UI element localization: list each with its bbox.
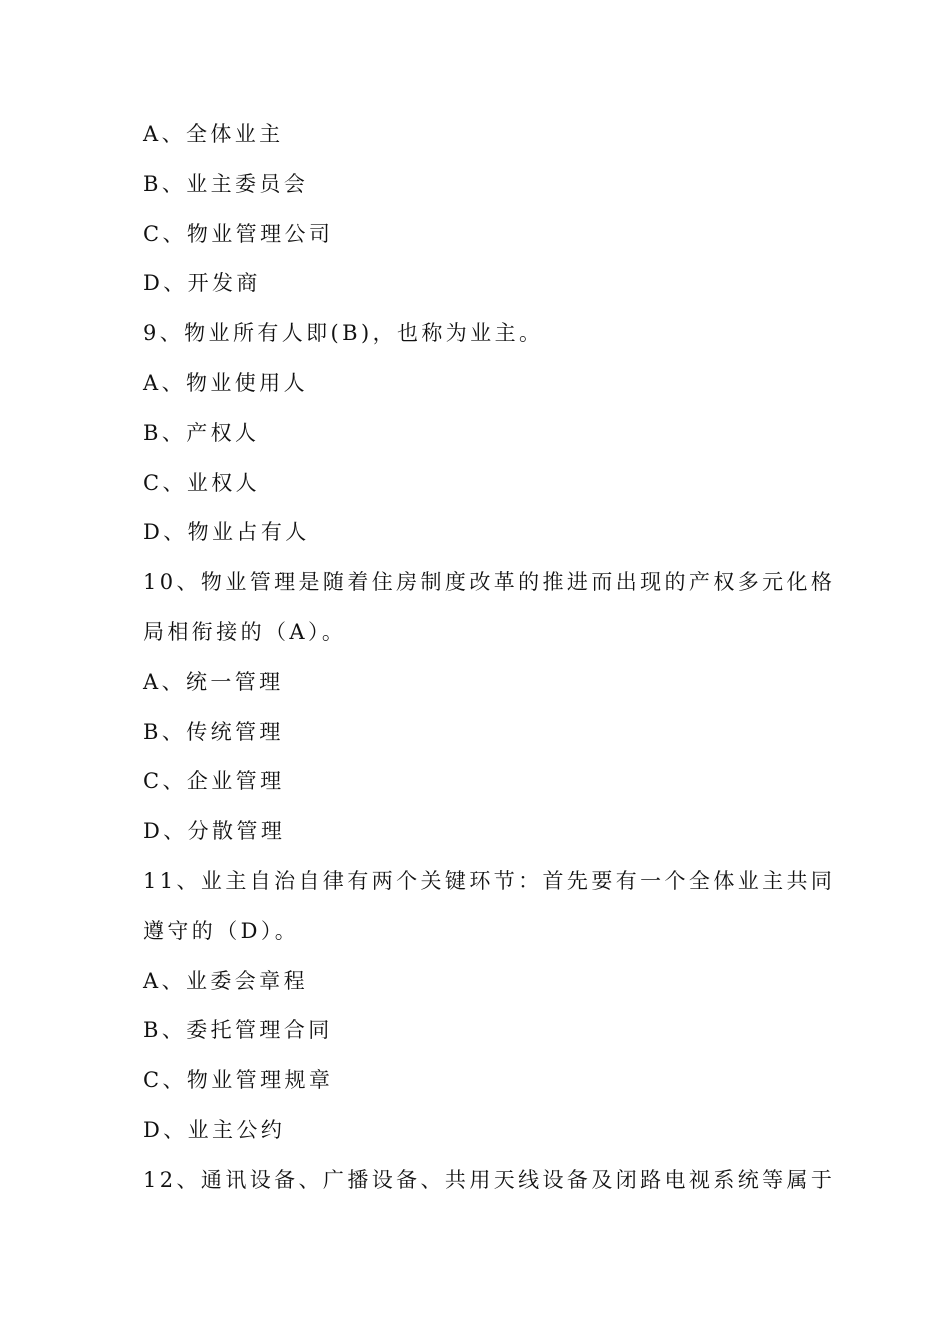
option-line: D、业主公约 (143, 1117, 286, 1142)
option-line: D、物业占有人 (143, 520, 310, 545)
option-line: C、业权人 (143, 470, 261, 495)
option-line: B、业主委员会 (143, 171, 309, 196)
question-line: 10、物业管理是随着住房制度改革的推进而出现的产权多元化格 (143, 570, 836, 595)
question-line: 12、通讯设备、广播设备、共用天线设备及闭路电视系统等属于 (143, 1167, 836, 1192)
option-line: D、分散管理 (143, 819, 286, 844)
document-body (143, 110, 836, 1206)
option-line: B、传统管理 (143, 719, 284, 744)
question-line: 局相衔接的（A）。 (143, 619, 347, 644)
option-line: A、业委会章程 (143, 968, 308, 993)
option-line: C、物业管理规章 (143, 1068, 334, 1093)
question-line: 遵守的（D）。 (143, 918, 300, 943)
option-line: C、物业管理公司 (143, 221, 334, 246)
option-line: B、委托管理合同 (143, 1018, 333, 1043)
option-line: A、统一管理 (143, 669, 284, 694)
option-line: A、全体业主 (143, 122, 284, 146)
question-line: 9、物业所有人即(B)，也称为业主。 (143, 321, 544, 346)
option-line: C、企业管理 (143, 769, 285, 794)
option-line: B、产权人 (143, 420, 260, 445)
option-line: D、开发商 (143, 271, 261, 296)
option-line: A、物业使用人 (143, 370, 308, 395)
question-line: 11、业主自治自律有两个关键环节：首先要有一个全体业主共同 (143, 868, 836, 893)
